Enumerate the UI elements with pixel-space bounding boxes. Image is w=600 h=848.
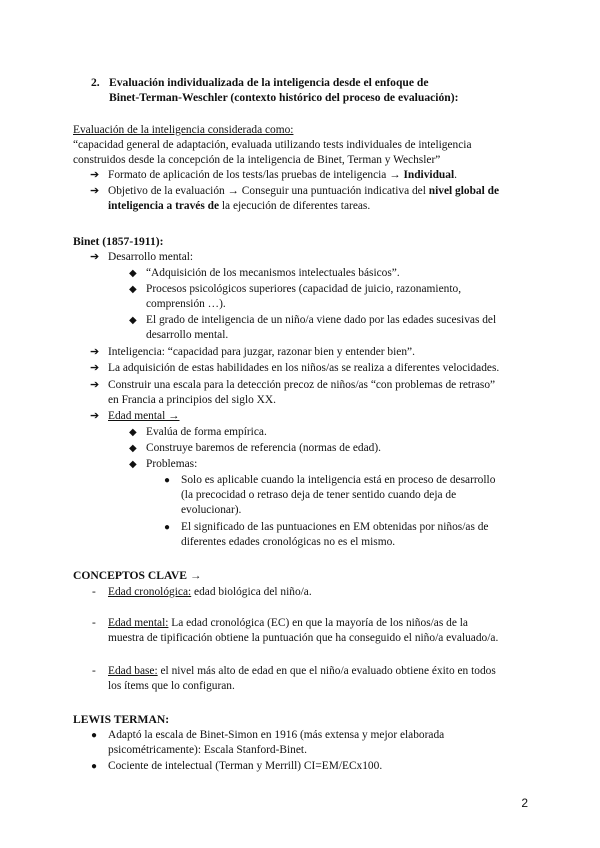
arrow-bullet-icon: ➔: [90, 362, 100, 374]
dot-bullet-icon: ●: [91, 761, 98, 772]
dash-bullet-icon: -: [92, 617, 96, 629]
eval-item-format-bold: Individual: [403, 169, 455, 181]
dot-bullet-icon: ●: [164, 475, 171, 486]
arrow-bullet-icon: ➔: [90, 379, 100, 391]
diamond-bullet-icon: ◆: [129, 284, 137, 295]
binet-desarrollo: Desarrollo mental:: [108, 251, 194, 263]
terman-heading: LEWIS TERMAN:: [73, 713, 170, 726]
binet-p1-line-3: evolucionar).: [181, 504, 242, 516]
binet-escala-line-2: en Francia a principios del siglo XX.: [108, 394, 276, 406]
binet-p2-line-2: diferentes edades cronológicas no es el mismo.: [181, 536, 396, 548]
binet-inteligencia: Inteligencia: “capacidad para juzgar, razonar bien y entender bien”.: [108, 346, 415, 358]
diamond-bullet-icon: ◆: [129, 268, 137, 279]
eval-item-format-end: .: [454, 169, 457, 181]
concepto-edad-base-line-2: los ítems que lo configuran.: [108, 680, 235, 692]
eval-item-objective-line-2: [108, 199, 370, 214]
concepto-c2-label: Edad mental:: [108, 617, 169, 629]
binet-edad-mental: Edad mental →: [108, 410, 180, 422]
binet-p1-line-2: (la precocidad o retraso deja de tener sentido cuando deja de: [181, 489, 457, 501]
binet-d2-line-1: Procesos psicológicos superiores (capacidad de juicio, razonamiento,: [146, 283, 462, 295]
eval-quote-line-1: “capacidad general de adaptación, evaluada utilizando tests individuales de inteligencia: [73, 139, 472, 151]
concepto-c2-text: La edad cronológica (EC) en que la mayoría de los niños/as de la: [168, 617, 468, 629]
arrow-bullet-icon: ➔: [90, 185, 100, 197]
binet-em1: Evalúa de forma empírica.: [146, 426, 267, 438]
binet-p2-line-1: El significado de las puntuaciones en EM obtenidas por niños/as de: [181, 521, 489, 533]
concepto-c3-text: el nivel más alto de edad en que el niño/a evaluado obtiene éxito en todos: [157, 665, 496, 677]
binet-adquisicion: La adquisición de estas habilidades en los niños/as se realiza a diferentes velocidades.: [108, 362, 500, 374]
concepto-edad-mental-line-1: [108, 616, 468, 631]
arrow-bullet-icon: ➔: [90, 169, 100, 181]
concepto-edad-mental-line-2: muestra de tipificación obtiene la puntuación que ha conseguido el niño/a evaluado/a.: [108, 632, 499, 644]
concepto-c1-label: Edad cronológica:: [108, 586, 192, 598]
eval-item-objective-bold-1: nivel global de: [428, 185, 500, 197]
conceptos-heading: [73, 568, 201, 583]
binet-d3-line-1: El grado de inteligencia de un niño/a viene dado por las edades sucesivas del: [146, 314, 497, 326]
concepto-c3-label: Edad base:: [108, 665, 158, 677]
terman-t2: Cociente de intelectual (Terman y Merrill) CI=EM/ECx100.: [108, 760, 383, 772]
binet-em2: Construye baremos de referencia (normas de edad).: [146, 442, 381, 454]
section-title-line-1: Evaluación individualizada de la inteligencia desde el enfoque de: [109, 76, 429, 89]
dot-bullet-icon: ●: [91, 730, 98, 741]
eval-item-objective-bold-2: inteligencia a través de: [108, 200, 220, 212]
concepto-edad-cronologica: [108, 585, 312, 600]
diamond-bullet-icon: ◆: [129, 315, 137, 326]
diamond-bullet-icon: ◆: [129, 443, 137, 454]
page-number: 2: [521, 796, 528, 810]
eval-item-objective-text-2: la ejecución de diferentes tareas.: [219, 200, 371, 212]
eval-item-format-text: Formato de aplicación de los tests/las pruebas de inteligencia →: [108, 169, 404, 181]
diamond-bullet-icon: ◆: [129, 427, 137, 438]
concepto-c1-text: edad biológica del niño/a.: [191, 586, 312, 598]
conceptos-heading-text: CONCEPTOS CLAVE: [73, 569, 187, 582]
terman-t1-line-2: psicométricamente): Escala Stanford-Binet.: [108, 744, 307, 756]
binet-em3: Problemas:: [146, 458, 198, 470]
dot-bullet-icon: ●: [164, 522, 171, 533]
binet-d3-line-2: desarrollo mental.: [146, 329, 229, 341]
binet-d2-line-2: comprensión …).: [146, 298, 226, 310]
binet-heading: Binet (1857-1911):: [73, 235, 164, 248]
concepto-edad-base-line-1: [108, 664, 496, 679]
diamond-bullet-icon: ◆: [129, 459, 137, 470]
binet-escala-line-1: Construir una escala para la detección precoz de niños/as “con problemas de retraso”: [108, 379, 496, 391]
eval-definition-label: Evaluación de la inteligencia considerada como:: [73, 124, 294, 136]
dash-bullet-icon: -: [92, 665, 96, 677]
eval-item-format: [108, 168, 457, 183]
dash-bullet-icon: -: [92, 586, 96, 598]
arrow-bullet-icon: ➔: [90, 410, 100, 422]
binet-d1: “Adquisición de los mecanismos intelectuales básicos”.: [146, 267, 400, 279]
eval-item-objective-text: Objetivo de la evaluación → Conseguir una puntuación indicativa del: [108, 185, 429, 197]
section-number: 2.: [91, 76, 100, 89]
eval-item-objective-line-1: [108, 184, 499, 199]
terman-t1-line-1: Adaptó la escala de Binet-Simon en 1916 (más extensa y mejor elaborada: [108, 729, 445, 741]
arrow-bullet-icon: ➔: [90, 251, 100, 263]
conceptos-heading-arrow: →: [186, 569, 202, 582]
section-title-line-2: Binet-Terman-Weschler (contexto histórico del proceso de evaluación):: [109, 91, 459, 104]
eval-quote-line-2: construidos desde la concepción de la inteligencia de Binet, Terman y Wechsler”: [73, 154, 441, 166]
arrow-bullet-icon: ➔: [90, 346, 100, 358]
binet-p1-line-1: Solo es aplicable cuando la inteligencia está en proceso de desarrollo: [181, 474, 496, 486]
